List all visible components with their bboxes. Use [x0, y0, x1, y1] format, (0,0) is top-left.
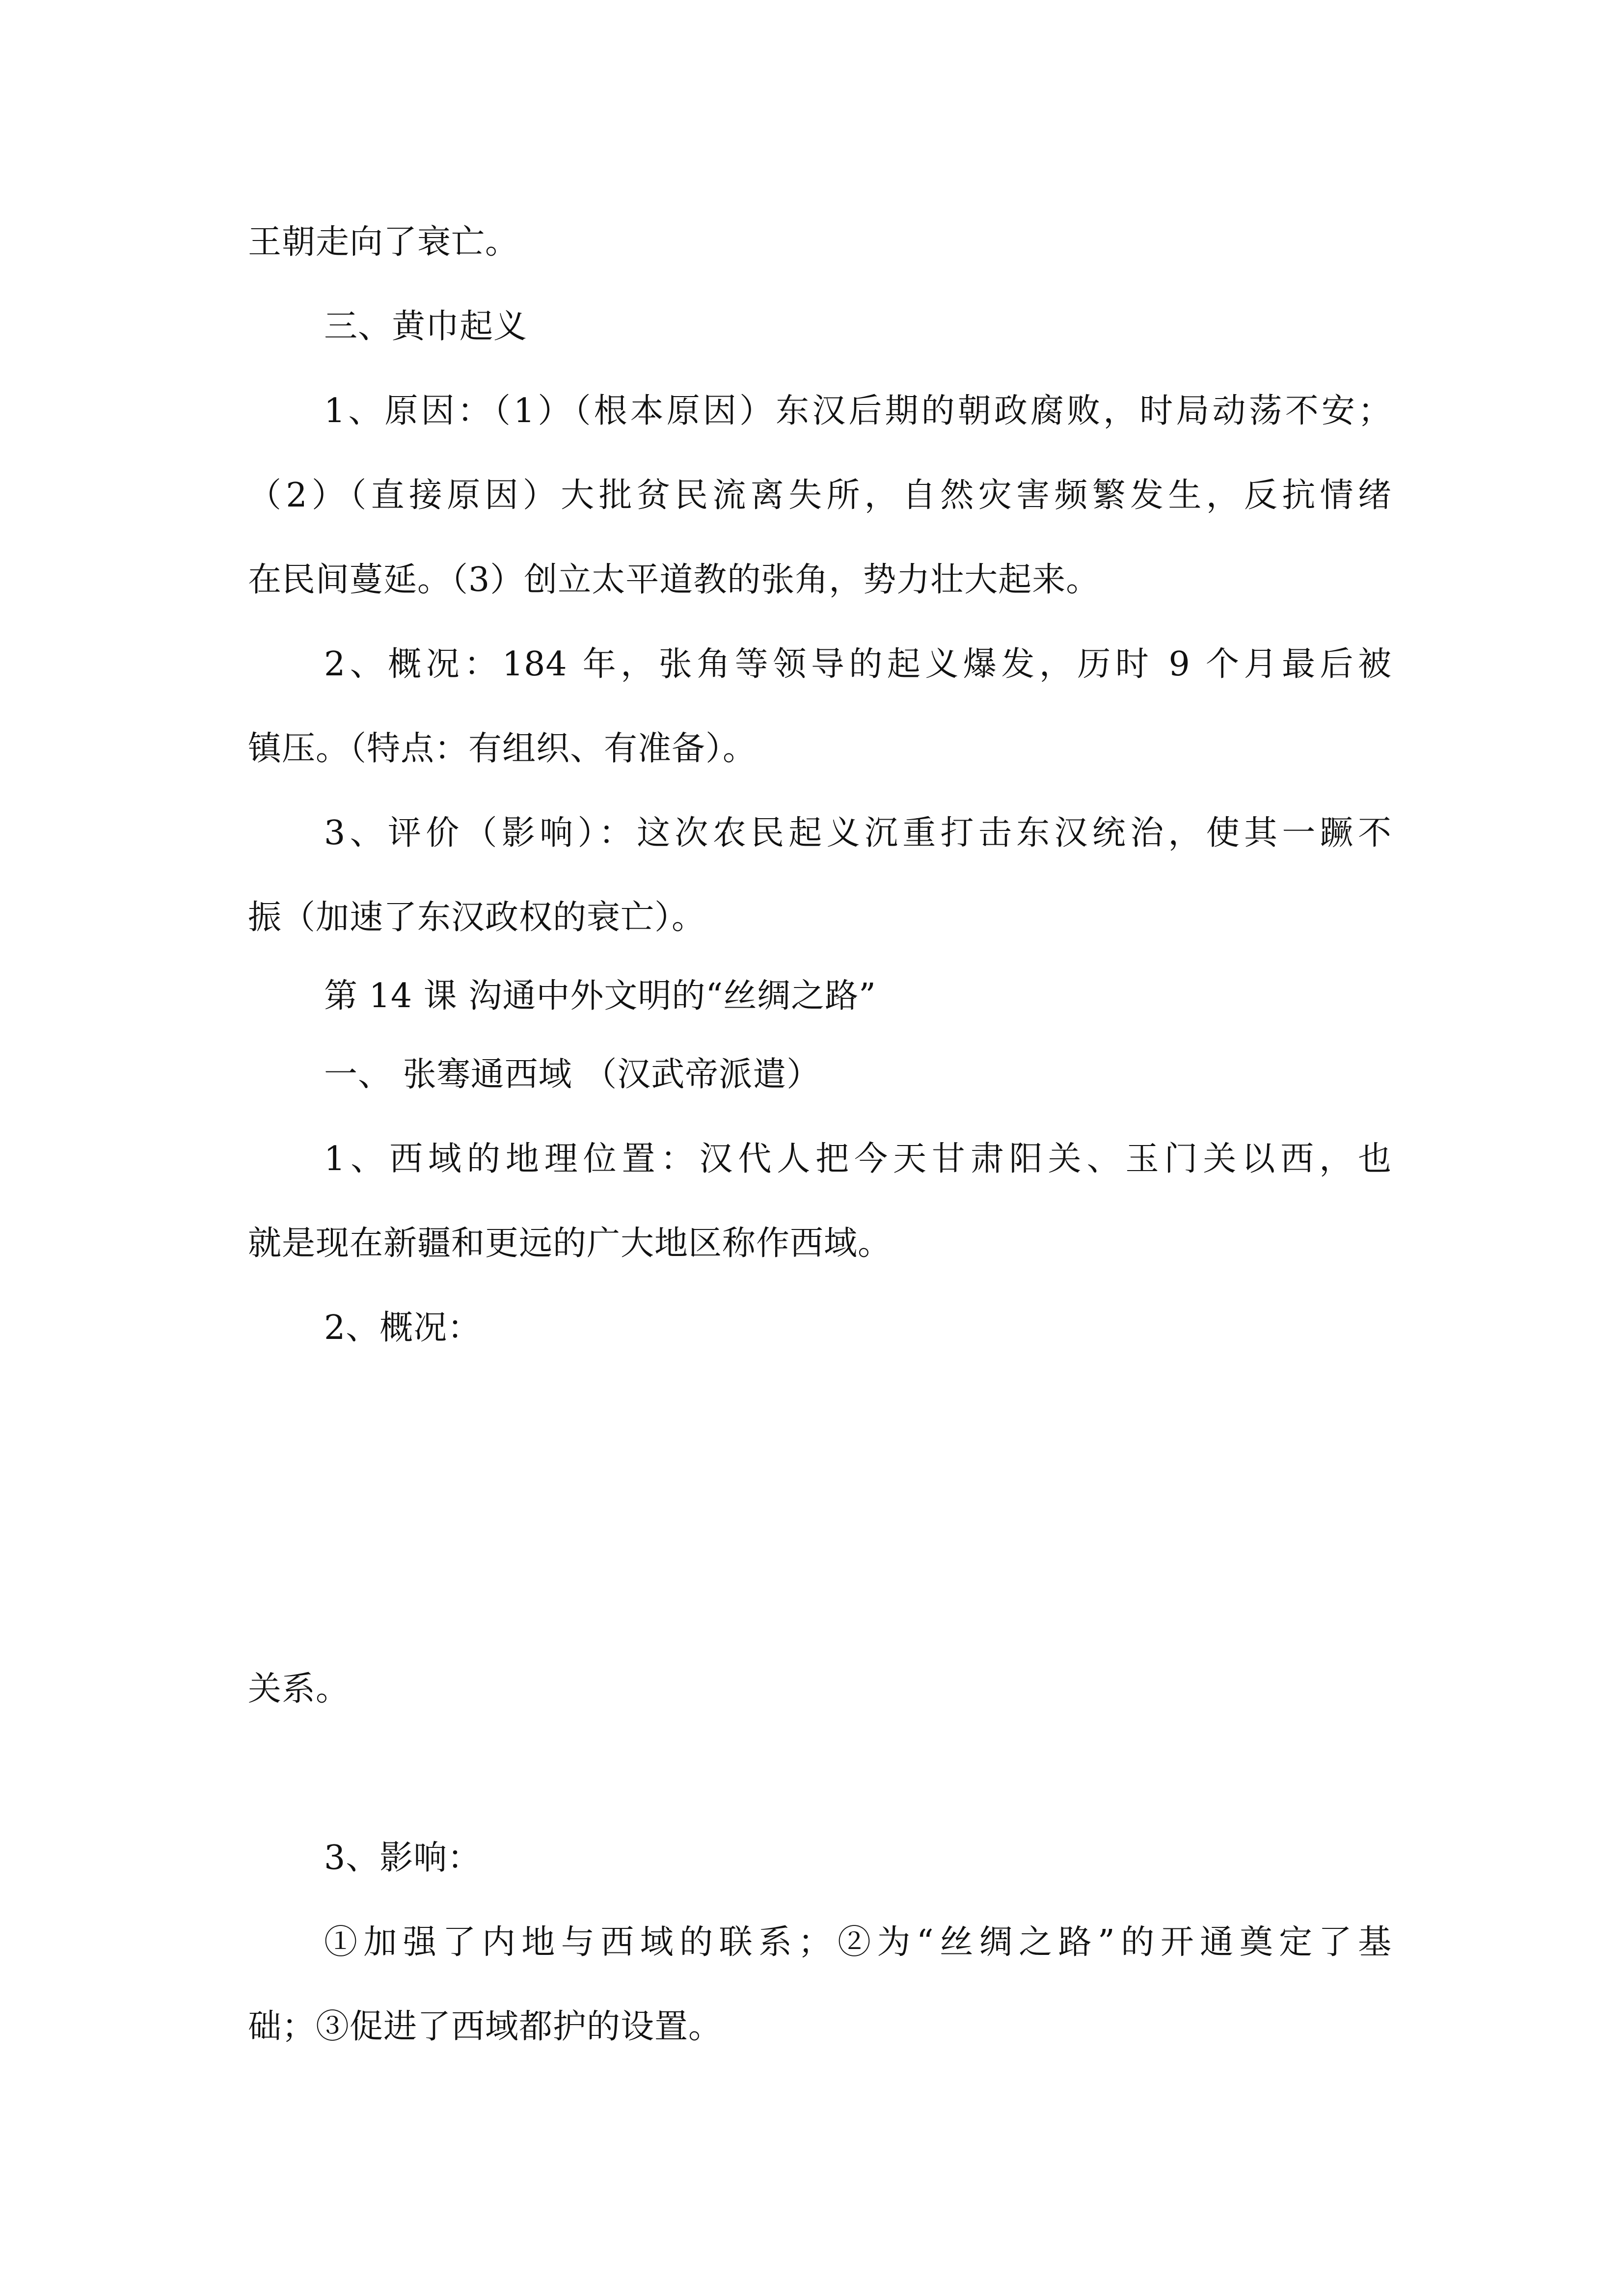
table-row-purpose-continued: 关系。: [248, 1670, 350, 1709]
impact-heading: 3、影响：: [324, 1839, 482, 1877]
paragraph-line: 2、概况：184 年，张角等领导的起义爆发，历时 9 个月最后被: [324, 645, 1392, 684]
paragraph-line: 3、评价（影响）：这次农民起义沉重打击东汉统治，使其一蹶不: [324, 814, 1392, 853]
section-heading-zhang-qian: 一、 张骞通西域 （汉武帝派遣）: [324, 1055, 821, 1094]
paragraph-line: 1、原因：（1）（根本原因）东汉后期的朝政腐败，时局动荡不安；: [324, 392, 1392, 430]
paragraph-line: （2）（直接原因）大批贫民流离失所，自然灾害频繁发生，反抗情绪: [248, 476, 1392, 515]
paragraph-line: 就是现在新疆和更远的广大地区称作西域。: [248, 1224, 892, 1263]
paragraph-line: 振（加速了东汉政权的衰亡）。: [248, 898, 706, 937]
paragraph-line: 1、西域的地理位置：汉代人把今天甘肃阳关、玉门关以西，也: [324, 1140, 1392, 1178]
paragraph-line: 2、概况：: [324, 1308, 482, 1347]
paragraph-line: ①加强了内地与西域的联系；②为“丝绸之路”的开通奠定了基: [324, 1923, 1392, 1962]
paragraph-line: 在民间蔓延。（3）创立太平道教的张角，势力壮大起来。: [248, 561, 1100, 599]
paragraph-line: 镇压。（特点：有组织、有准备）。: [248, 729, 757, 768]
paragraph-line: 王朝走向了衰亡。: [248, 223, 519, 262]
lesson-title: 第 14 课 沟通中外文明的“丝绸之路”: [324, 977, 876, 1015]
paragraph-line: 础；③促进了西域都护的设置。: [248, 2007, 723, 2046]
section-heading-yellow-turban: 三、黄巾起义: [324, 307, 528, 346]
